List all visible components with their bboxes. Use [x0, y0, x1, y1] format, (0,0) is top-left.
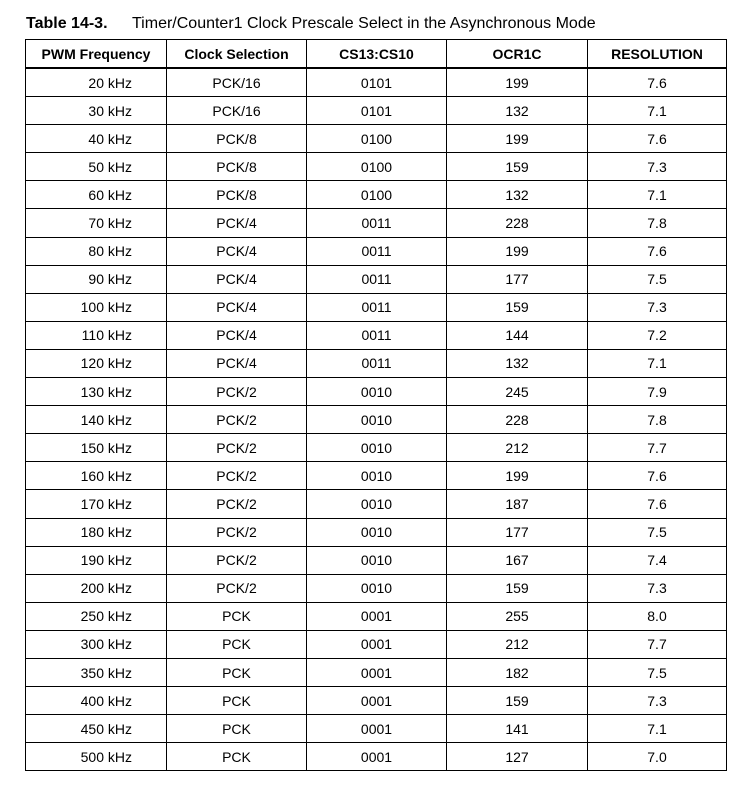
- cell-resolution: 7.7: [588, 630, 727, 658]
- cell-cs13-cs10: 0001: [307, 630, 447, 658]
- cell-resolution: 7.2: [588, 321, 727, 349]
- cell-cs13-cs10: 0100: [307, 181, 447, 209]
- cell-pwm-frequency: 20 kHz: [26, 68, 167, 97]
- cell-cs13-cs10: 0001: [307, 743, 447, 771]
- cell-clock-selection: PCK/16: [167, 97, 307, 125]
- table-row: [26, 97, 727, 125]
- cell-cs13-cs10: 0010: [307, 546, 447, 574]
- cell-resolution: 7.1: [588, 181, 727, 209]
- cell-pwm-frequency: 350 kHz: [26, 658, 167, 686]
- table-row: [26, 181, 727, 209]
- cell-pwm-frequency: 110 kHz: [26, 321, 167, 349]
- table-row: [26, 546, 727, 574]
- cell-ocr1c: 199: [447, 237, 588, 265]
- cell-ocr1c: 182: [447, 658, 588, 686]
- cell-pwm-frequency: 60 kHz: [26, 181, 167, 209]
- cell-ocr1c: 132: [447, 349, 588, 377]
- cell-clock-selection: PCK: [167, 715, 307, 743]
- cell-clock-selection: PCK: [167, 687, 307, 715]
- cell-clock-selection: PCK: [167, 743, 307, 771]
- cell-pwm-frequency: 80 kHz: [26, 237, 167, 265]
- cell-cs13-cs10: 0010: [307, 490, 447, 518]
- cell-resolution: 7.7: [588, 434, 727, 462]
- table-row: [26, 658, 727, 686]
- header-cs13-cs10: CS13:CS10: [307, 40, 447, 69]
- cell-clock-selection: PCK/4: [167, 265, 307, 293]
- cell-clock-selection: PCK/2: [167, 546, 307, 574]
- cell-cs13-cs10: 0010: [307, 574, 447, 602]
- table-row: [26, 321, 727, 349]
- table-row: [26, 153, 727, 181]
- cell-clock-selection: PCK/2: [167, 490, 307, 518]
- cell-cs13-cs10: 0100: [307, 153, 447, 181]
- table-row: [26, 434, 727, 462]
- cell-pwm-frequency: 250 kHz: [26, 602, 167, 630]
- cell-pwm-frequency: 500 kHz: [26, 743, 167, 771]
- table-row: [26, 630, 727, 658]
- header-row: [26, 40, 727, 69]
- cell-ocr1c: 187: [447, 490, 588, 518]
- cell-clock-selection: PCK/2: [167, 518, 307, 546]
- cell-cs13-cs10: 0011: [307, 237, 447, 265]
- cell-pwm-frequency: 70 kHz: [26, 209, 167, 237]
- cell-resolution: 7.1: [588, 97, 727, 125]
- cell-pwm-frequency: 180 kHz: [26, 518, 167, 546]
- cell-cs13-cs10: 0011: [307, 321, 447, 349]
- table-row: [26, 237, 727, 265]
- cell-resolution: 7.4: [588, 546, 727, 574]
- cell-resolution: 7.3: [588, 687, 727, 715]
- cell-ocr1c: 167: [447, 546, 588, 574]
- cell-ocr1c: 255: [447, 602, 588, 630]
- cell-cs13-cs10: 0001: [307, 687, 447, 715]
- cell-clock-selection: PCK/2: [167, 434, 307, 462]
- cell-resolution: 7.3: [588, 574, 727, 602]
- cell-ocr1c: 228: [447, 406, 588, 434]
- cell-ocr1c: 177: [447, 265, 588, 293]
- cell-ocr1c: 159: [447, 574, 588, 602]
- cell-clock-selection: PCK: [167, 602, 307, 630]
- cell-cs13-cs10: 0101: [307, 68, 447, 97]
- cell-pwm-frequency: 150 kHz: [26, 434, 167, 462]
- cell-pwm-frequency: 400 kHz: [26, 687, 167, 715]
- prescale-table: [25, 39, 727, 771]
- cell-ocr1c: 177: [447, 518, 588, 546]
- cell-resolution: 7.6: [588, 462, 727, 490]
- cell-resolution: 7.8: [588, 209, 727, 237]
- cell-pwm-frequency: 90 kHz: [26, 265, 167, 293]
- cell-ocr1c: 132: [447, 97, 588, 125]
- table-row: [26, 574, 727, 602]
- cell-clock-selection: PCK/4: [167, 349, 307, 377]
- cell-cs13-cs10: 0010: [307, 462, 447, 490]
- cell-pwm-frequency: 160 kHz: [26, 462, 167, 490]
- cell-clock-selection: PCK/2: [167, 406, 307, 434]
- cell-cs13-cs10: 0010: [307, 378, 447, 406]
- table-row: [26, 378, 727, 406]
- table-caption: [26, 14, 596, 34]
- cell-resolution: 7.8: [588, 406, 727, 434]
- cell-pwm-frequency: 30 kHz: [26, 97, 167, 125]
- cell-resolution: 7.1: [588, 715, 727, 743]
- cell-clock-selection: PCK/2: [167, 574, 307, 602]
- table-row: [26, 349, 727, 377]
- cell-pwm-frequency: 120 kHz: [26, 349, 167, 377]
- cell-cs13-cs10: 0001: [307, 602, 447, 630]
- cell-clock-selection: PCK/2: [167, 378, 307, 406]
- cell-resolution: 7.6: [588, 68, 727, 97]
- cell-clock-selection: PCK/8: [167, 181, 307, 209]
- cell-resolution: 7.5: [588, 265, 727, 293]
- cell-ocr1c: 199: [447, 462, 588, 490]
- cell-resolution: 7.5: [588, 658, 727, 686]
- cell-pwm-frequency: 50 kHz: [26, 153, 167, 181]
- table-row: [26, 406, 727, 434]
- table-row: [26, 125, 727, 153]
- table-row: [26, 462, 727, 490]
- cell-resolution: 7.0: [588, 743, 727, 771]
- cell-resolution: 7.1: [588, 349, 727, 377]
- cell-pwm-frequency: 170 kHz: [26, 490, 167, 518]
- cell-clock-selection: PCK/8: [167, 153, 307, 181]
- cell-cs13-cs10: 0011: [307, 293, 447, 321]
- table-row: [26, 518, 727, 546]
- cell-pwm-frequency: 100 kHz: [26, 293, 167, 321]
- cell-clock-selection: PCK: [167, 658, 307, 686]
- table-row: [26, 715, 727, 743]
- cell-pwm-frequency: 40 kHz: [26, 125, 167, 153]
- cell-cs13-cs10: 0101: [307, 97, 447, 125]
- cell-cs13-cs10: 0001: [307, 658, 447, 686]
- cell-clock-selection: PCK/8: [167, 125, 307, 153]
- header-clock-selection: Clock Selection: [167, 40, 307, 69]
- table-row: [26, 743, 727, 771]
- table-row: [26, 293, 727, 321]
- cell-ocr1c: 132: [447, 181, 588, 209]
- table-body: [26, 68, 727, 771]
- cell-resolution: 7.6: [588, 237, 727, 265]
- cell-resolution: 7.6: [588, 125, 727, 153]
- cell-ocr1c: 127: [447, 743, 588, 771]
- cell-cs13-cs10: 0011: [307, 265, 447, 293]
- cell-cs13-cs10: 0011: [307, 349, 447, 377]
- cell-ocr1c: 159: [447, 687, 588, 715]
- cell-clock-selection: PCK/4: [167, 209, 307, 237]
- cell-ocr1c: 199: [447, 68, 588, 97]
- cell-resolution: 8.0: [588, 602, 727, 630]
- cell-cs13-cs10: 0011: [307, 209, 447, 237]
- table-row: [26, 602, 727, 630]
- cell-cs13-cs10: 0100: [307, 125, 447, 153]
- cell-clock-selection: PCK: [167, 630, 307, 658]
- cell-cs13-cs10: 0001: [307, 715, 447, 743]
- header-resolution: RESOLUTION: [588, 40, 727, 69]
- cell-ocr1c: 228: [447, 209, 588, 237]
- cell-ocr1c: 245: [447, 378, 588, 406]
- cell-ocr1c: 141: [447, 715, 588, 743]
- cell-clock-selection: PCK/4: [167, 237, 307, 265]
- cell-clock-selection: PCK/4: [167, 293, 307, 321]
- table-row: [26, 490, 727, 518]
- cell-pwm-frequency: 200 kHz: [26, 574, 167, 602]
- table-row: [26, 265, 727, 293]
- cell-cs13-cs10: 0010: [307, 406, 447, 434]
- header-pwm-frequency: PWM Frequency: [26, 40, 167, 69]
- cell-resolution: 7.5: [588, 518, 727, 546]
- cell-cs13-cs10: 0010: [307, 434, 447, 462]
- cell-ocr1c: 199: [447, 125, 588, 153]
- cell-ocr1c: 144: [447, 321, 588, 349]
- cell-resolution: 7.9: [588, 378, 727, 406]
- cell-ocr1c: 212: [447, 434, 588, 462]
- cell-clock-selection: PCK/4: [167, 321, 307, 349]
- cell-ocr1c: 159: [447, 293, 588, 321]
- cell-resolution: 7.3: [588, 293, 727, 321]
- header-ocr1c: OCR1C: [447, 40, 588, 69]
- cell-pwm-frequency: 450 kHz: [26, 715, 167, 743]
- table-number: Table 14-3.: [26, 15, 108, 32]
- cell-resolution: 7.3: [588, 153, 727, 181]
- table-row: [26, 687, 727, 715]
- table-title: Timer/Counter1 Clock Prescale Select in the Asynchronous Mode: [132, 15, 596, 32]
- cell-ocr1c: 212: [447, 630, 588, 658]
- cell-cs13-cs10: 0010: [307, 518, 447, 546]
- cell-pwm-frequency: 300 kHz: [26, 630, 167, 658]
- cell-pwm-frequency: 140 kHz: [26, 406, 167, 434]
- table-row: [26, 209, 727, 237]
- cell-resolution: 7.6: [588, 490, 727, 518]
- table-row: [26, 68, 727, 97]
- cell-pwm-frequency: 190 kHz: [26, 546, 167, 574]
- cell-ocr1c: 159: [447, 153, 588, 181]
- cell-clock-selection: PCK/16: [167, 68, 307, 97]
- cell-pwm-frequency: 130 kHz: [26, 378, 167, 406]
- cell-clock-selection: PCK/2: [167, 462, 307, 490]
